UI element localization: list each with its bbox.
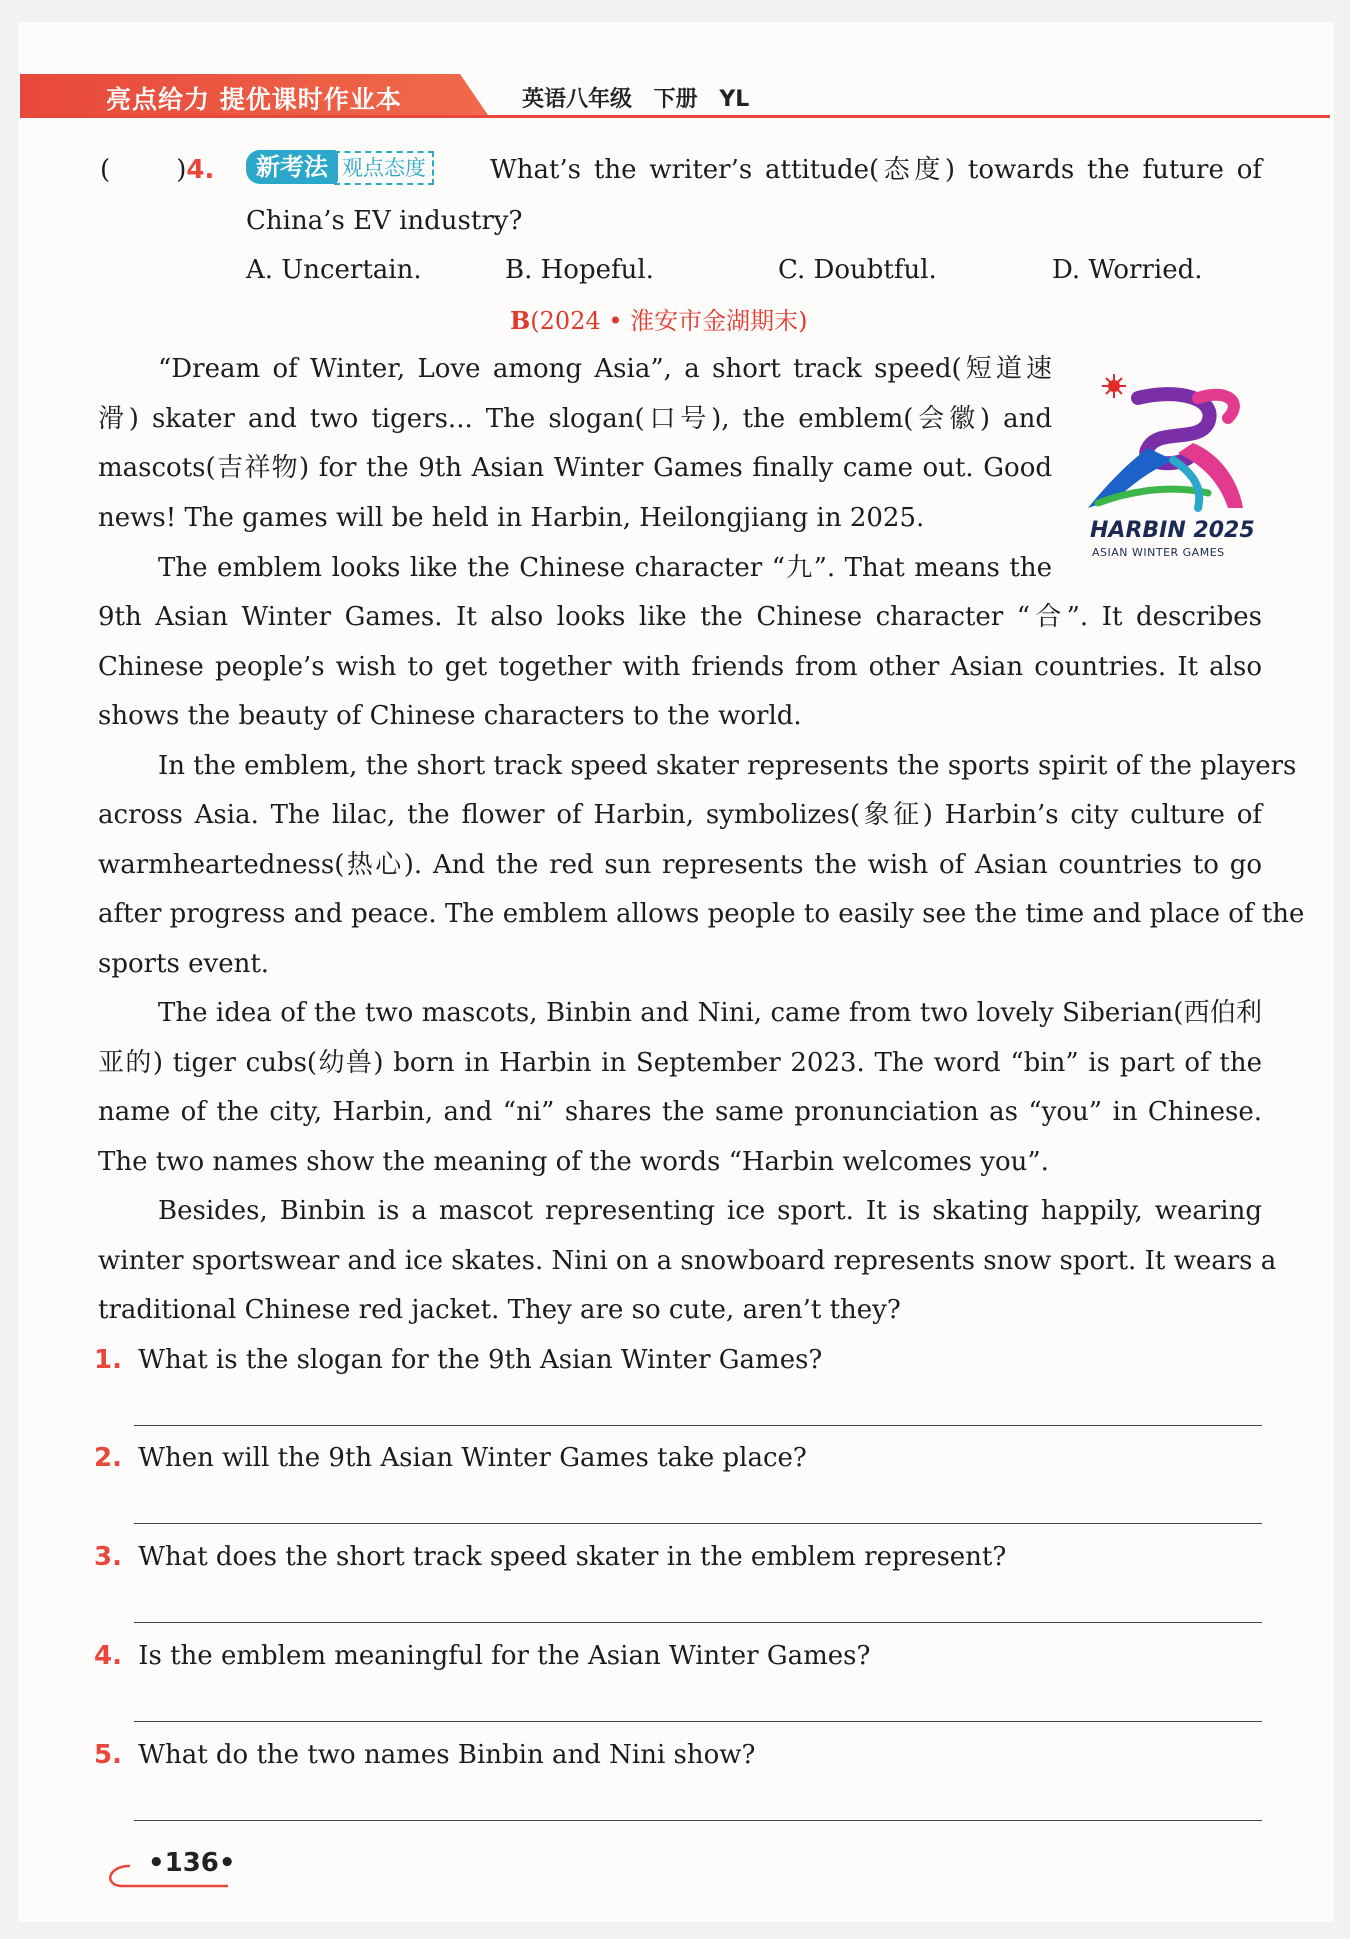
p5-line2: winter sportswear and ice skates. Nini on a snowboard represents snow sport. It wears a [98, 1246, 1277, 1276]
emblem-graphic [1078, 368, 1258, 518]
section-letter: B [510, 306, 531, 335]
question-2-text: When will the 9th Asian Winter Games take place? [138, 1443, 807, 1473]
p2-line4: shows the beauty of Chinese characters to the world. [98, 701, 802, 731]
question-3 [94, 1533, 1006, 1583]
answer-line-1[interactable] [134, 1425, 1262, 1426]
question-5-number: 5. [94, 1740, 122, 1770]
question-5-text: What do the two names Binbin and Nini show? [138, 1740, 756, 1770]
p5-line1: Besides, Binbin is a mascot representing ice sport. It is skating happily, wearing [158, 1196, 1262, 1226]
p5-line3: traditional Chinese red jacket. They are so cute, aren’t they? [98, 1295, 901, 1325]
q4-option-d[interactable]: D. Worried. [1052, 255, 1203, 285]
question-3-number: 3. [94, 1542, 122, 1572]
p3-line4: after progress and peace. The emblem allows people to easily see the time and place of the [98, 899, 1305, 929]
p1-line1: “Dream of Winter, Love among Asia”, a short track speed(短道速 [158, 354, 1052, 384]
p4-line1: The idea of the two mascots, Binbin and Nini, came from two lovely Siberian(西伯利 [158, 998, 1262, 1028]
q4-option-b[interactable]: B. Hopeful. [505, 255, 654, 285]
book-info: 英语八年级 下册 YL [522, 87, 750, 112]
answer-line-3[interactable] [134, 1622, 1262, 1623]
p4-line3: name of the city, Harbin, and “ni” shares the same pronunciation as “you” in Chinese. [98, 1097, 1262, 1127]
p4-line2: 亚的) tiger cubs(幼兽) born in Harbin in September 2023. The word “bin” is part of the [98, 1048, 1262, 1078]
emblem-title: HARBIN 2025 [1090, 518, 1255, 543]
p2-line2: 9th Asian Winter Games. It also looks like the Chinese character “合”. It describes [98, 602, 1262, 632]
question-4-text: Is the emblem meaningful for the Asian Winter Games? [138, 1641, 871, 1671]
p2-line1: The emblem looks like the Chinese character “九”. That means the [158, 553, 1052, 583]
answer-line-5[interactable] [134, 1820, 1262, 1821]
q4-option-a[interactable]: A. Uncertain. [246, 255, 422, 285]
q4-row [100, 146, 214, 196]
q4-stem-line1: What’s the writer’s attitude(态度) towards the future of [490, 155, 1262, 185]
page-number: •136• [148, 1848, 236, 1878]
p1-line4: news! The games will be held in Harbin, Heilongjiang in 2025. [98, 503, 925, 533]
p2-line3: Chinese people’s wish to get together with friends from other Asian countries. It also [98, 652, 1262, 682]
question-4-number: 4. [94, 1641, 122, 1671]
q4-option-c[interactable]: C. Doubtful. [778, 255, 937, 285]
red-sun-icon [1102, 374, 1126, 398]
emblem-subtitle: ASIAN WINTER GAMES [1092, 546, 1225, 559]
q4-stem-1 [246, 146, 434, 196]
answer-line-2[interactable] [134, 1523, 1262, 1524]
question-1-text: What is the slogan for the 9th Asian Winter Games? [138, 1345, 823, 1375]
question-4 [94, 1632, 870, 1682]
p1-line2: 滑) skater and two tigers... The slogan(口号), the emblem(会徽) and [98, 404, 1052, 434]
p3-line2: across Asia. The lilac, the flower of Harbin, symbolizes(象征) Harbin’s city culture of [98, 800, 1262, 830]
question-1 [94, 1336, 822, 1386]
answer-line-4[interactable] [134, 1721, 1262, 1722]
question-2 [94, 1434, 807, 1484]
p3-line1: In the emblem, the short track speed skater represents the sports spirit of the players [158, 751, 1297, 781]
p3-line5: sports event. [98, 949, 270, 979]
question-5 [94, 1731, 755, 1781]
section-source: (2024 • 淮安市金湖期末) [530, 307, 808, 335]
p3-line3: warmheartedness(热心). And the red sun represents the wish of Asian countries to go [98, 850, 1262, 880]
series-title: 亮点给力 提优课时作业本 [106, 85, 402, 114]
header-rule [20, 115, 1330, 118]
q4-number: 4. [186, 155, 215, 185]
page-header [20, 74, 1330, 120]
harbin-2025-emblem [1078, 368, 1258, 568]
answer-bracket[interactable]: ( ) [100, 155, 187, 185]
question-3-text: What does the short track speed skater in the emblem represent? [138, 1542, 1007, 1572]
new-question-tag: 新考法 [246, 150, 338, 184]
question-2-number: 2. [94, 1443, 122, 1473]
q4-stem-line2: China’s EV industry? [246, 206, 523, 236]
question-1-number: 1. [94, 1345, 122, 1375]
opinion-attitude-tag: 观点态度 [334, 151, 434, 185]
p1-line3: mascots(吉祥物) for the 9th Asian Winter Games finally came out. Good [98, 453, 1052, 483]
p4-line4: The two names show the meaning of the words “Harbin welcomes you”. [98, 1147, 1049, 1177]
section-heading [510, 296, 808, 347]
